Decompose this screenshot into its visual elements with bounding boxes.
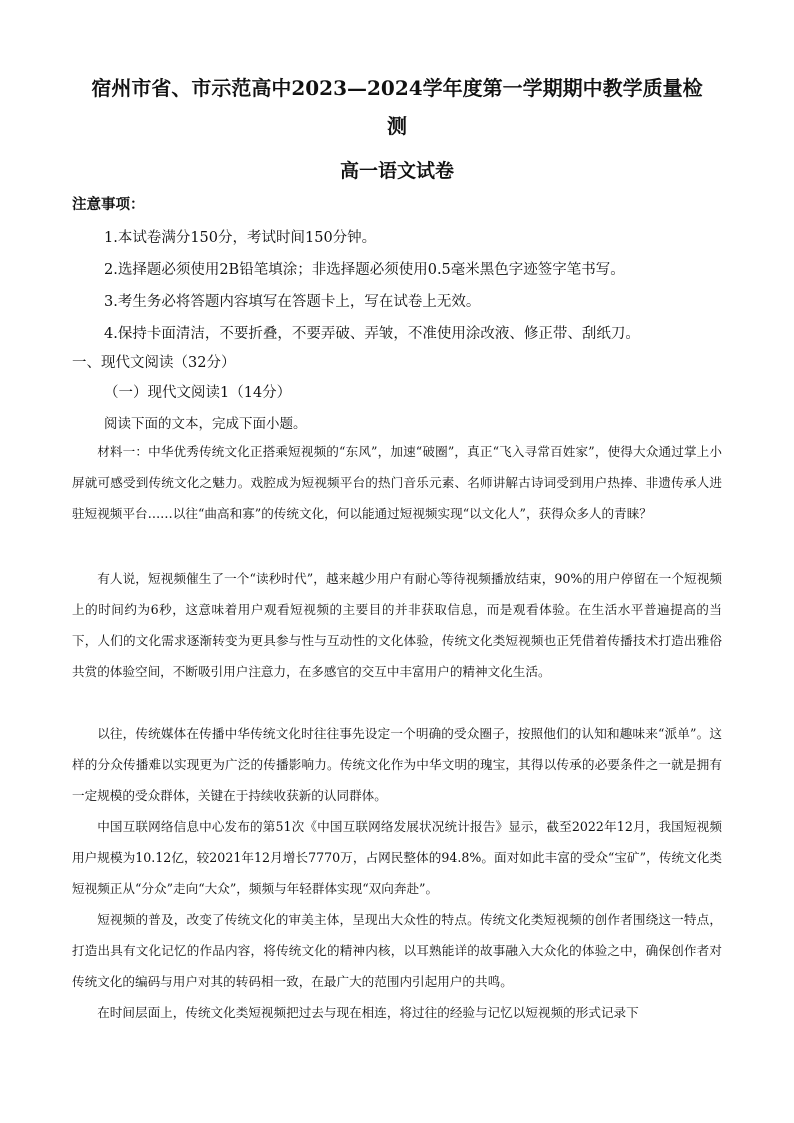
notes-heading: 注意事项： (72, 196, 145, 213)
exam-subtitle: 高一语文试卷 (339, 160, 454, 182)
note-item-2: 2.选择题必须使用2B铅笔填涂；非选择题必须使用0.5毫米黑色字迹签字笔书写。 (104, 262, 625, 278)
exam-title-line-2: 测 (387, 114, 407, 138)
reading-instruction: 阅读下面的文本，完成下面小题。 (104, 416, 307, 432)
passage-paragraph-3: 以往，传统媒体在传播中华传统文化时往往事先设定一个明确的受众圈子，按照他们的认知和趣味来“派单”。这样的分众传播难以实现更为广泛的传播影响力。传统文化作为中华文明的瑰宝，其得以传承的必要条件之一就是拥有一定规模的受众群体，关键在于持续收获新的认同群体。 (72, 726, 722, 803)
note-item-3: 3.考生务必将答题内容填写在答题卡上，写在试卷上无效。 (104, 294, 481, 310)
exam-title-line-1: 宿州市省、市示范高中2023—2024学年度第一学期期中教学质量检 (91, 76, 703, 100)
passage-paragraph-6: 在时间层面上，传统文化类短视频把过去与现在相连，将过往的经验与记忆以短视频的形式记录下 (97, 1005, 639, 1020)
passage-paragraph-4: 中国互联网络信息中心发布的第51次《中国互联网络发展状况统计报告》显示，截至2022年12月，我国短视频用户规模为10.12亿，较2021年12月增长7770万，占网民整体的94.8%。面对如此丰富的受众“宝矿”，传统文化类短视频正从“分众”走向“大众”，频频与年轻群体实现“双向奔赴”。 (72, 819, 722, 896)
passage-paragraph-2: 有人说，短视频催生了一个“读秒时代”，越来越少用户有耐心等待视频播放结束，90%的用户停留在一个短视频上的时间约为6秒，这意味着用户观看短视频的主要目的并非获取信息，而是观看体验。在生活水平普遍提高的当下，人们的文化需求逐渐转变为更具参与性与互动性的文化体验，传统文化类短视频也正凭借着传播技术打造出雅俗共赏的体验空间，不断吸引用户注意力，在多感官的交互中丰富用户的精神文化生活。 (72, 571, 722, 679)
subsection-title: （一）现代文阅读1（14分） (104, 385, 292, 401)
passage-paragraph-1: 材料一：中华优秀传统文化正搭乘短视频的“东风”，加速“破圈”，真正“飞入寻常百姓家”，使得大众通过掌上小屏就可感受到传统文化之魅力。戏腔成为短视频平台的热门音乐元素、名师讲解古诗词受到用户热捧、非遗传承人进驻短视频平台……以往“曲高和寡”的传统文化，何以能通过短视频实现“以文化人”，获得众多人的青睐？ (72, 444, 722, 521)
section-title: 一、现代文阅读（32分） (72, 355, 236, 371)
note-item-1: 1.本试卷满分150分，考试时间150分钟。 (104, 230, 377, 246)
note-item-4: 4.保持卡面清洁，不要折叠，不要弄破、弄皱，不准使用涂改液、修正带、刮纸刀。 (104, 326, 640, 342)
passage-paragraph-5: 短视频的普及，改变了传统文化的审美主体，呈现出大众性的特点。传统文化类短视频的创作者围绕这一特点，打造出具有文化记忆的作品内容，将传统文化的精神内核，以耳熟能详的故事融入大众化的体验之中，确保创作者对传统文化的编码与用户对其的转码相一致，在最广大的范围内引起用户的共鸣。 (72, 912, 722, 989)
